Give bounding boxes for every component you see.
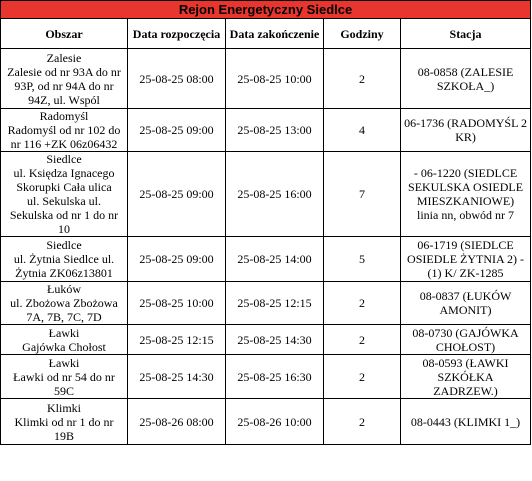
obszar-line: Radomyśl <box>39 109 89 123</box>
obszar-line: 7A, 7B, 7C, 7D <box>26 310 102 324</box>
cell-station <box>401 355 531 399</box>
title-row <box>1 1 531 19</box>
obszar-line: Ławki <box>48 325 80 340</box>
obszar-line: 93P, od nr 94A do nr <box>14 78 114 93</box>
cell-start-date: 25-08-25 08:00 <box>128 49 226 109</box>
cell-start-date: 25-08-25 14:30 <box>128 355 226 399</box>
cell-end-date: 25-08-25 14:00 <box>226 237 324 282</box>
station-line: SZKÓŁKA <box>437 369 494 384</box>
table-row <box>1 282 531 325</box>
obszar-line: Skorupki Cała ulica <box>16 180 112 194</box>
station-line: - 06-1220 (SIEDLCE <box>413 166 518 180</box>
cell-end-date: 25-08-25 13:00 <box>226 109 324 152</box>
cell-station <box>401 282 531 325</box>
cell-obszar <box>1 325 128 355</box>
station-line: 06-1719 (SIEDLCE <box>417 238 514 252</box>
column-header-obszar: Obszar <box>1 19 128 49</box>
table-row <box>1 355 531 399</box>
station-line: (1) K/ ZK-1285 <box>427 266 504 280</box>
cell-obszar <box>1 282 128 325</box>
cell-hours: 2 <box>324 399 401 445</box>
cell-station <box>401 49 531 109</box>
station-line: CHOŁOST) <box>435 339 496 354</box>
obszar-line: Żytnia ZK06z13801 <box>15 266 113 280</box>
obszar-line: Siedlce <box>46 152 82 166</box>
cell-hours: 2 <box>324 325 401 355</box>
station-line: 08-0837 (ŁUKÓW <box>419 289 512 303</box>
station-line: 08-0730 (GAJÓWKA <box>412 325 519 340</box>
cell-obszar <box>1 109 128 152</box>
table-row <box>1 325 531 355</box>
station-line: linia nn, obwód nr 7 <box>417 208 515 222</box>
obszar-line: nr 116 +ZK 06z06432 <box>10 137 118 151</box>
obszar-line: Siedlce <box>46 238 82 252</box>
obszar-line: Sekulska od nr 1 do nr <box>9 208 119 222</box>
cell-hours: 4 <box>324 109 401 152</box>
station-line: OSIEDLE ŻYTNIA 2) - <box>407 252 525 266</box>
station-line: 08-0593 (ŁAWKI <box>422 355 509 370</box>
obszar-line: 19B <box>53 428 74 443</box>
cell-start-date: 25-08-26 08:00 <box>128 399 226 445</box>
obszar-line: ul. Zbożowa Zbożowa <box>10 296 118 310</box>
obszar-line: Ławki <box>48 355 80 370</box>
obszar-line: 10 <box>58 222 70 236</box>
station-line: KR) <box>455 130 476 144</box>
column-header-end-date: Data zakończenie <box>226 19 324 49</box>
obszar-line: Ławki od nr 54 do nr <box>13 369 115 384</box>
station-line: 08-0443 (KLIMKI 1_) <box>410 414 521 429</box>
header-row <box>1 19 531 49</box>
table-row <box>1 49 531 109</box>
obszar-line: ul. Żytnia Siedlce ul. <box>13 252 115 266</box>
cell-end-date: 25-08-25 12:15 <box>226 282 324 325</box>
station-line: SEKULSKA OSIEDLE <box>408 180 524 194</box>
column-header-station: Stacja <box>401 19 531 49</box>
station-line: SZKOŁA_) <box>436 78 495 93</box>
cell-station <box>401 152 531 237</box>
station-line: MIESZKANIOWE) <box>416 194 515 208</box>
obszar-line: Radomyśl od nr 102 do <box>7 123 121 137</box>
obszar-line: Klimki od nr 1 do nr <box>14 414 114 429</box>
cell-end-date: 25-08-25 16:00 <box>226 152 324 237</box>
cell-hours: 2 <box>324 355 401 399</box>
cell-obszar <box>1 355 128 399</box>
table-row <box>1 399 531 445</box>
cell-end-date: 25-08-25 14:30 <box>226 325 324 355</box>
station-line: 06-1736 (RADOMYŚL 2 <box>404 116 527 130</box>
table-row <box>1 237 531 282</box>
obszar-line: Gajówka Chołost <box>22 339 106 354</box>
cell-start-date: 25-08-25 10:00 <box>128 282 226 325</box>
cell-station <box>401 109 531 152</box>
cell-start-date: 25-08-25 09:00 <box>128 109 226 152</box>
cell-obszar <box>1 152 128 237</box>
cell-end-date: 25-08-25 10:00 <box>226 49 324 109</box>
cell-hours: 2 <box>324 282 401 325</box>
cell-end-date: 25-08-25 16:30 <box>226 355 324 399</box>
cell-obszar <box>1 237 128 282</box>
cell-start-date: 25-08-25 12:15 <box>128 325 226 355</box>
obszar-line: ul. Księdza Ignacego <box>13 166 115 180</box>
table-row <box>1 152 531 237</box>
obszar-line: Zalesie <box>46 50 82 65</box>
obszar-line: Zalesie od nr 93A do nr <box>7 64 121 79</box>
column-header-start-date: Data rozpoczęcia <box>128 19 226 49</box>
station-line: 08-0858 (ZALESIE <box>417 64 514 79</box>
cell-hours: 7 <box>324 152 401 237</box>
station-line: ZADRZEW.) <box>433 383 498 398</box>
obszar-line: Łuków <box>47 282 81 296</box>
cell-obszar <box>1 399 128 445</box>
cell-start-date: 25-08-25 09:00 <box>128 237 226 282</box>
cell-obszar <box>1 49 128 109</box>
obszar-line: ul. Sekulska ul. <box>27 194 101 208</box>
table-title: Rejon Energetyczny Siedlce <box>1 1 531 19</box>
column-header-hours: Godziny <box>324 19 401 49</box>
cell-start-date: 25-08-25 09:00 <box>128 152 226 237</box>
cell-station <box>401 237 531 282</box>
cell-hours: 2 <box>324 49 401 109</box>
obszar-line: Klimki <box>46 400 81 415</box>
cell-station <box>401 399 531 445</box>
obszar-line: 59C <box>53 383 74 398</box>
station-line: AMONIT) <box>439 303 492 317</box>
table-row <box>1 109 531 152</box>
cell-end-date: 25-08-26 10:00 <box>226 399 324 445</box>
cell-station <box>401 325 531 355</box>
obszar-line: 94Z, ul. Wspól <box>28 92 100 107</box>
cell-hours: 5 <box>324 237 401 282</box>
table-body <box>1 49 531 445</box>
